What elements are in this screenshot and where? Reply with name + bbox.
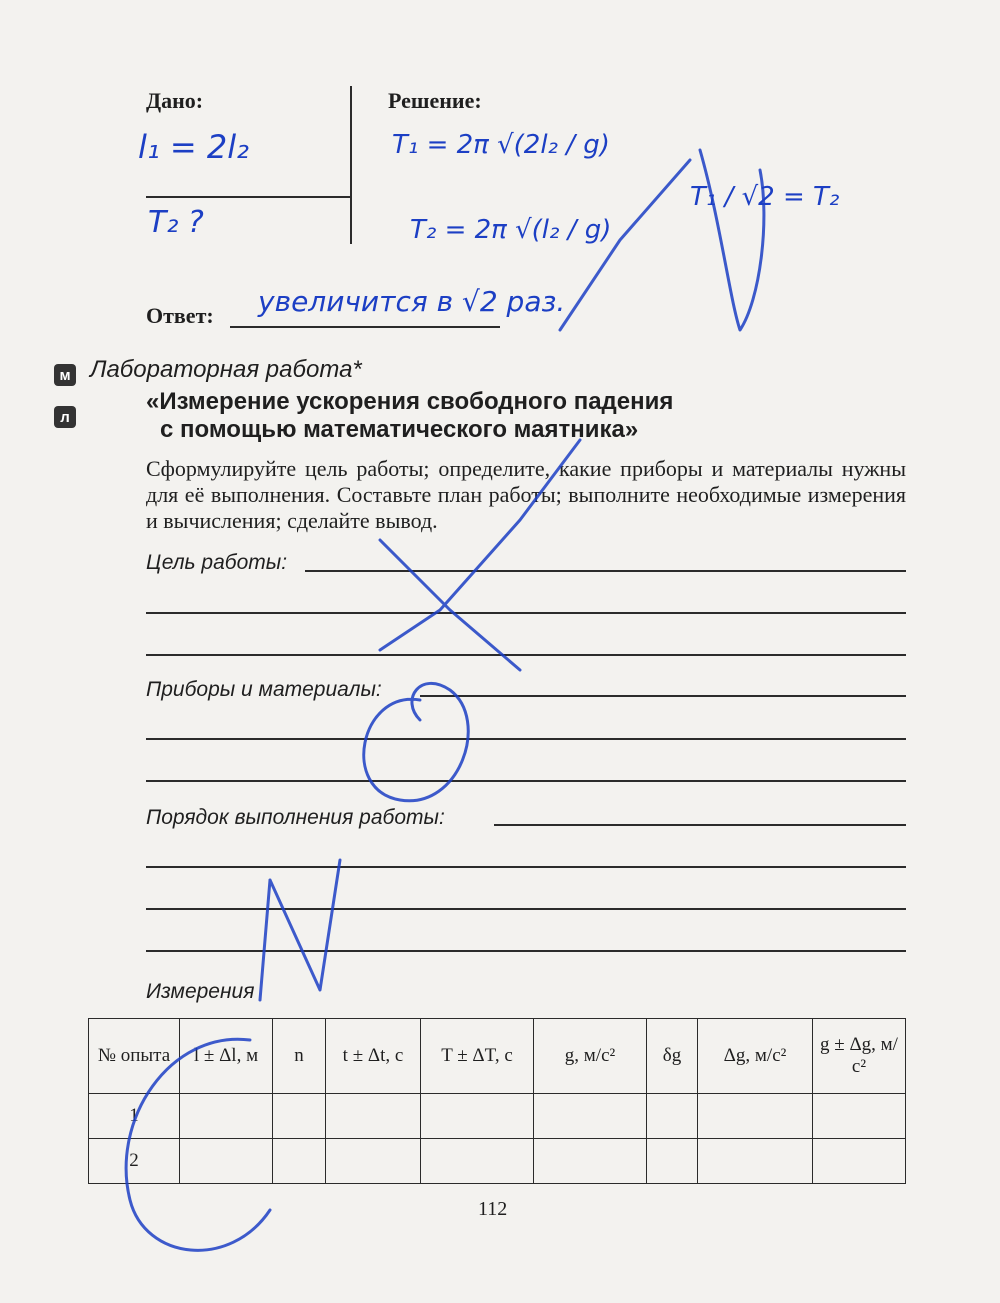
ink-checkmark-stroke — [700, 150, 764, 330]
lab-heading-line2: с помощью математического маятника» — [160, 416, 639, 443]
ink-c-stroke — [126, 1039, 270, 1250]
table-cell: 2 — [89, 1139, 180, 1184]
ink-cross-stroke-1 — [380, 540, 520, 670]
handwritten-formula-1: T₁ = 2π √(2l₂ / g) — [392, 130, 610, 160]
lab-title: Лабораторная работа* — [90, 356, 362, 383]
goal-label: Цель работы: — [146, 551, 288, 574]
ink-loop-stroke — [364, 683, 468, 800]
col-header: g, м/с² — [534, 1019, 647, 1094]
module-m-icon: м — [54, 364, 76, 386]
page-number: 112 — [478, 1198, 508, 1220]
col-header: g ± Δg, м/с² — [813, 1019, 906, 1094]
col-header: Δg, м/с² — [698, 1019, 813, 1094]
measurements-label: Измерения — [146, 980, 255, 1003]
handwritten-relation: T₁ / √2 = T₂ — [690, 182, 840, 212]
ink-n-stroke — [260, 860, 340, 1000]
instruments-label: Приборы и материалы: — [146, 678, 382, 701]
given-label: Дано: — [146, 88, 204, 113]
col-header: T ± ΔT, с — [421, 1019, 534, 1094]
handwritten-given: l₁ = 2l₂ — [138, 128, 249, 166]
col-header: l ± Δl, м — [180, 1019, 273, 1094]
handwritten-answer: увеличится в √2 раз. — [258, 285, 566, 318]
table-cell: 1 — [89, 1094, 180, 1139]
col-header: n — [273, 1019, 326, 1094]
ink-slash-stroke — [560, 160, 690, 330]
col-header: № опыта — [89, 1019, 180, 1094]
lab-heading-line1: «Измерение ускорения свободного падения — [146, 388, 674, 415]
procedure-label: Порядок выполнения работы: — [146, 806, 445, 829]
ink-cross-stroke-2 — [380, 440, 580, 650]
answer-label: Ответ: — [146, 303, 214, 328]
module-l-icon: л — [54, 406, 76, 428]
col-header: δg — [647, 1019, 698, 1094]
handwritten-formula-2: T₂ = 2π √(l₂ / g) — [410, 215, 612, 245]
col-header: t ± Δt, с — [326, 1019, 421, 1094]
lab-task: Сформулируйте цель работы; определите, какие приборы и материалы нужны для её выполнения. Составьте план работы; выполните необходимые измерения и вычисления; сделайте вывод. — [146, 456, 906, 533]
solution-label: Решение: — [388, 88, 482, 113]
handwritten-find: T₂ ? — [148, 205, 204, 240]
